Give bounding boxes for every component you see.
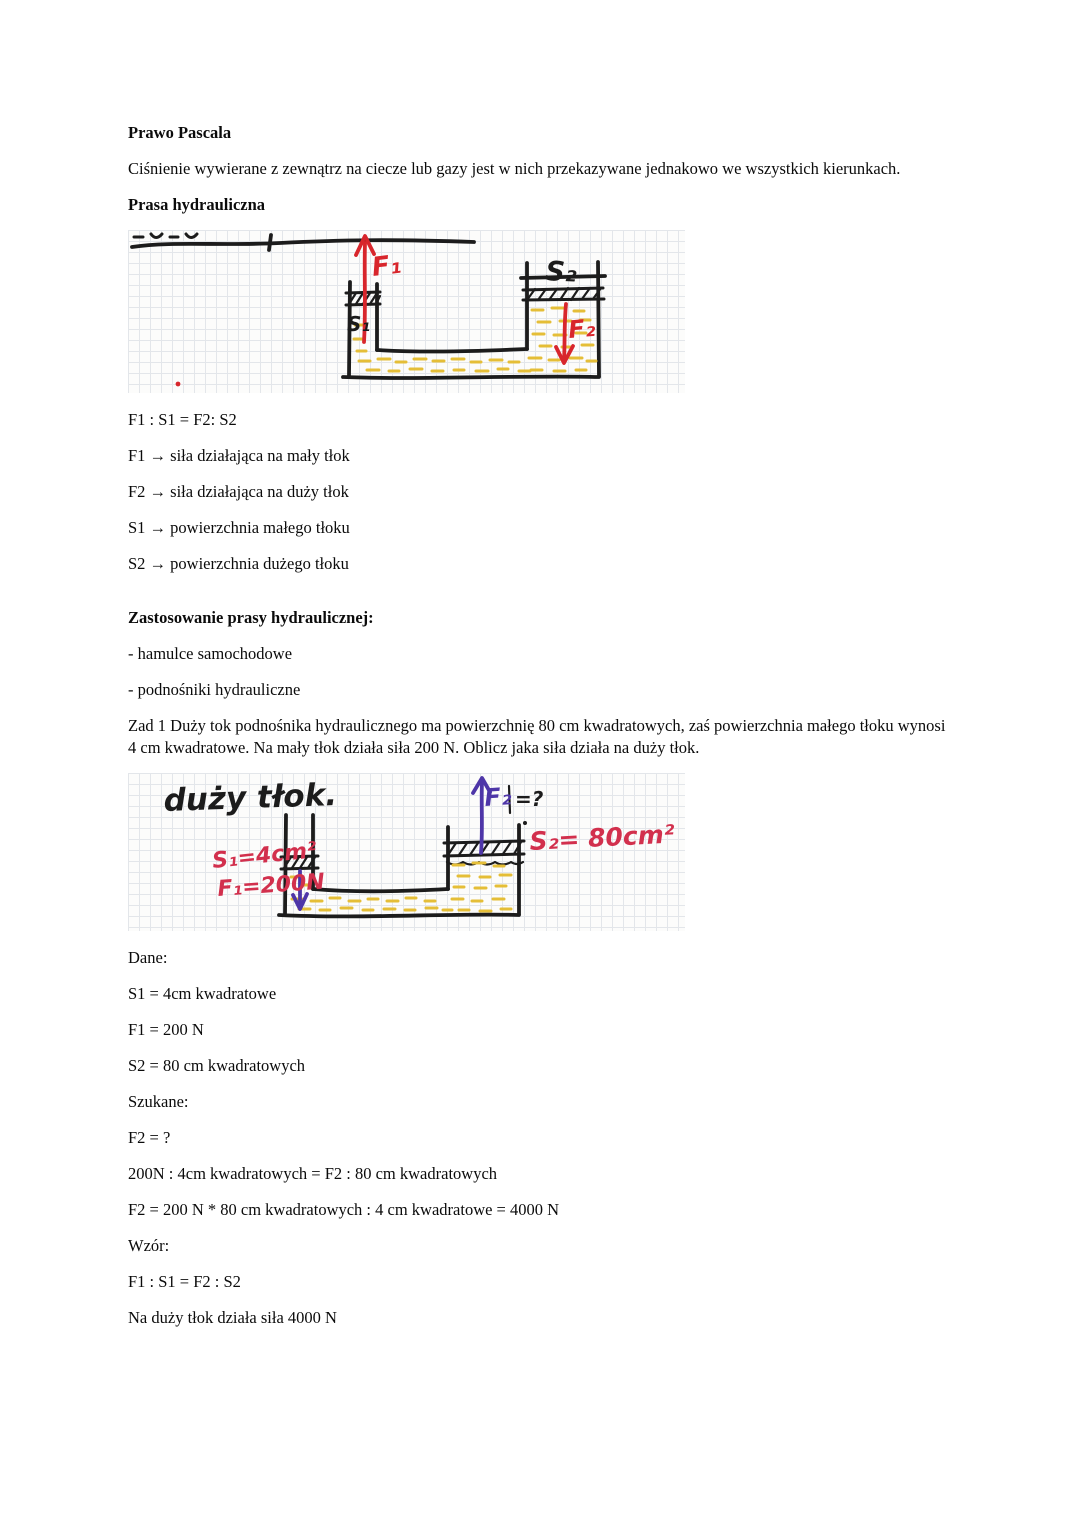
szukane-f2: F2 = ? [128, 1128, 171, 1147]
f2-label: F₂ [483, 782, 513, 812]
wzor-label: Wzór: [128, 1236, 170, 1255]
water-surface-line [132, 235, 474, 250]
f2-question: =? [515, 787, 544, 811]
large-piston [523, 288, 604, 300]
s1-label: S₁ [347, 312, 371, 336]
notes-content [128, 122, 946, 1329]
calc-proportion: 200N : 4cm kwadratowych = F2 : 80 cm kwadratowych [128, 1164, 498, 1183]
szukane-label: Szukane: [128, 1092, 189, 1111]
definition-f1: F1 → siła działająca na mały tłok [128, 446, 350, 465]
s1-label: S₁=4cm² [211, 838, 318, 874]
proportion-formula: F1 : S1 = F2: S2 [128, 410, 237, 429]
f1-label: F₁=200N [216, 869, 326, 902]
question-dot [523, 821, 527, 825]
f1-label: F₁ [370, 249, 403, 283]
diagram-caption: duży tłok. [163, 776, 338, 819]
definition-f2: F2 → siła działająca na duży tłok [128, 482, 349, 501]
s2-label: S₂= 80cm² [528, 819, 676, 856]
f2-label: F₂ [567, 313, 597, 344]
hydraulic-press-diagram [128, 230, 685, 393]
hydraulic-press-figure [128, 230, 685, 393]
definition-s1: S1 → powierzchnia małego tłoku [128, 518, 350, 537]
dane-s1: S1 = 4cm kwadratowe [128, 984, 277, 1003]
dane-f1: F1 = 200 N [128, 1020, 204, 1039]
application-item-2: - podnośniki hydrauliczne [128, 680, 301, 699]
calc-result: F2 = 200 N * 80 cm kwadratowych : 4 cm kwadratowe = 4000 N [128, 1200, 560, 1219]
answer-text: Na duży tłok działa siła 4000 N [128, 1308, 337, 1327]
pen-squiggles [134, 234, 197, 238]
task-figure [128, 773, 685, 931]
dane-label: Dane: [128, 948, 168, 967]
stray-red-dot [176, 382, 181, 387]
dane-s2: S2 = 80 cm kwadratowych [128, 1056, 306, 1075]
press-heading: Prasa hydrauliczna [128, 195, 266, 214]
application-item-1: - hamulce samochodowe [128, 644, 293, 663]
page-title: Prawo Pascala [128, 123, 232, 142]
task-diagram [128, 773, 685, 931]
large-piston [444, 841, 524, 865]
task-text: Zad 1 Duży tok podnośnika hydraulicznego ma powierzchnię 80 cm kwadratowych, zaś powierzchnia małego tłoku wynosi 4 cm kwadratowe. Na mały tłok działa siła 200 N. Oblicz jaka siła działa na duży tłok. [128, 716, 946, 757]
s2-label: S₂ [544, 256, 578, 289]
applications-heading: Zastosowanie prasy hydraulicznej: [128, 608, 374, 627]
pascal-law-statement: Ciśnienie wywierane z zewnątrz na ciecze lub gazy jest w nich przekazywane jednakowo we wszystkich kierunkach. [128, 159, 901, 178]
liquid [354, 308, 596, 371]
wzor-formula: F1 : S1 = F2 : S2 [128, 1272, 241, 1291]
definition-s2: S2 → powierzchnia dużego tłoku [128, 554, 349, 573]
